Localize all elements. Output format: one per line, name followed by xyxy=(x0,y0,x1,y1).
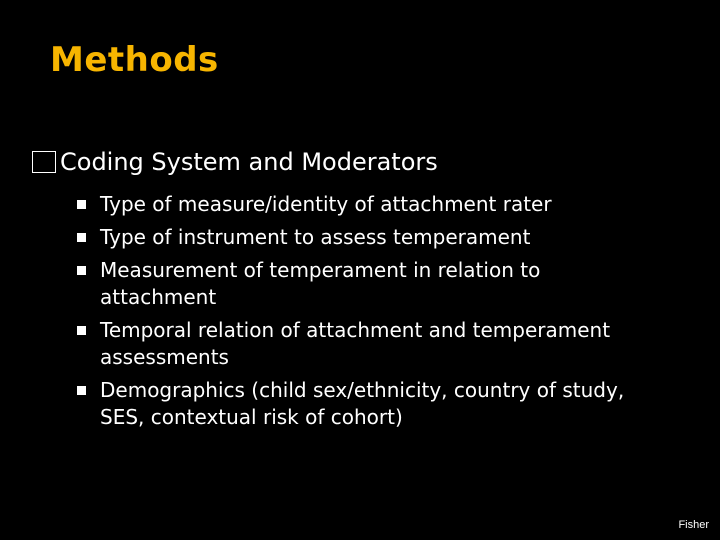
missing-glyph-icon xyxy=(32,151,56,173)
square-bullet-icon xyxy=(77,326,86,335)
bullet-item xyxy=(77,317,637,371)
bullet-text: Demographics (child sex/ethnicity, country of study, SES, contextual risk of cohort) xyxy=(100,378,625,429)
title-bar xyxy=(0,0,720,112)
bullet-item xyxy=(77,257,637,311)
bullet-item xyxy=(77,224,637,251)
square-bullet-icon xyxy=(77,386,86,395)
bullet-text: Type of measure/identity of attachment rater xyxy=(100,192,552,216)
bullet-text: Measurement of temperament in relation to attachment xyxy=(100,258,541,309)
square-bullet-icon xyxy=(77,266,86,275)
bullet-item xyxy=(77,377,637,431)
section-heading xyxy=(32,148,438,176)
slide-title: Methods xyxy=(50,40,219,80)
square-bullet-icon xyxy=(77,200,86,209)
square-bullet-icon xyxy=(77,233,86,242)
bullet-text: Temporal relation of attachment and temperament assessments xyxy=(100,318,611,369)
section-heading-text: Coding System and Moderators xyxy=(60,148,438,176)
bullet-text: Type of instrument to assess temperament xyxy=(100,225,531,249)
bullet-item xyxy=(77,191,637,218)
slide-content xyxy=(0,112,720,540)
bullet-list xyxy=(77,191,637,437)
footer-author: Fisher xyxy=(678,519,709,531)
